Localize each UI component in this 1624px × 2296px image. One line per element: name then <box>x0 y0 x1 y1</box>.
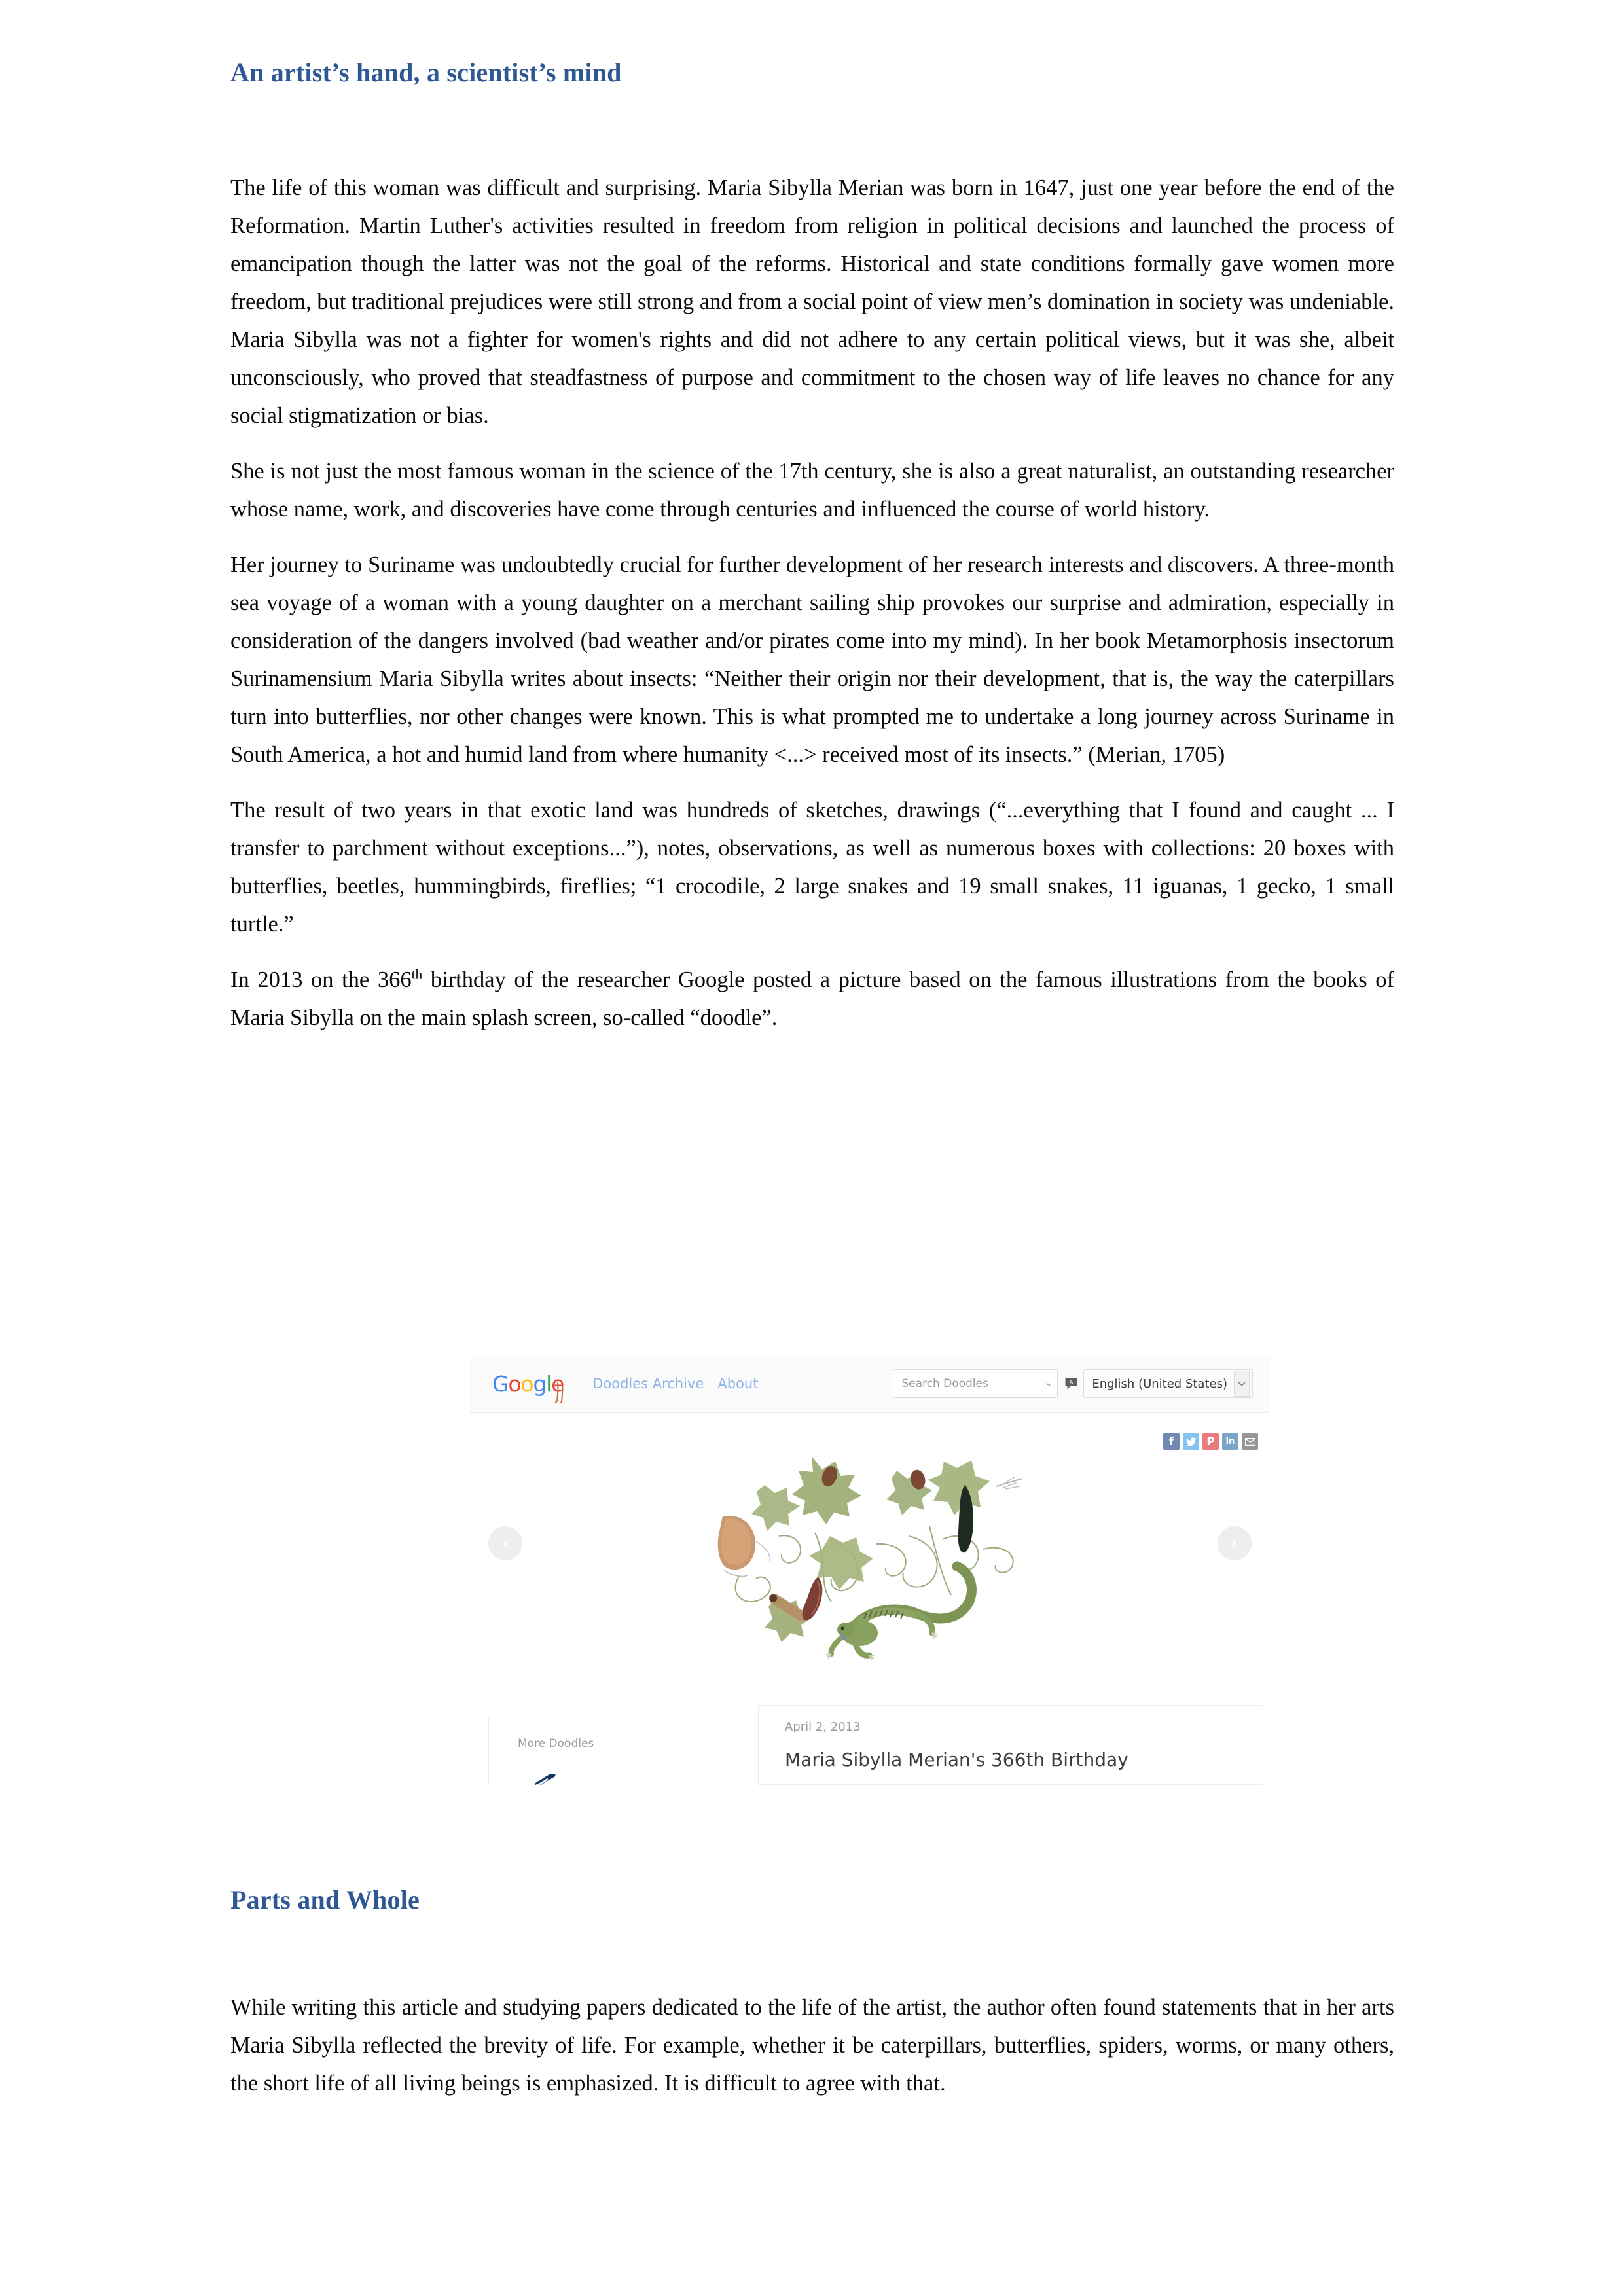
carousel-next-button[interactable] <box>1218 1526 1252 1560</box>
butterfly <box>718 1516 770 1577</box>
chevron-right-icon <box>1230 1538 1239 1549</box>
section-heading-2-wrapper <box>230 1885 420 1915</box>
paragraph-text-before: In 2013 on the 366 <box>230 967 412 992</box>
nav-link-about[interactable]: About <box>717 1376 759 1391</box>
logo-letter-l: l <box>546 1371 552 1397</box>
dragonfly <box>996 1477 1022 1489</box>
more-doodles-label: More Doodles <box>518 1737 594 1750</box>
google-logo[interactable] <box>492 1373 564 1395</box>
twitter-icon[interactable] <box>1183 1433 1199 1450</box>
paragraph: While writing this article and studying papers dedicated to the life of the artist, the author often found statements that in her arts Maria Sibylla reflected the brevity of life. For example, whether it be caterpillars, butterflies, spiders, worms, or many others, the short life of all living beings is emphasized. It is difficult to agree with that. <box>230 1995 1394 2096</box>
language-select[interactable] <box>1083 1369 1253 1398</box>
chrysalis <box>801 1575 825 1623</box>
section-heading-parts-and-whole: Parts and Whole <box>230 1885 420 1914</box>
doodle-illustration[interactable] <box>700 1444 1057 1660</box>
doodle-legs-icon <box>554 1381 568 1403</box>
iguana <box>826 1566 971 1660</box>
doodle-site-nav <box>592 1376 758 1391</box>
paragraph: The life of this woman was difficult and surprising. Maria Sibylla Merian was born in 1647, just one year before the end of the Reformation. Martin Luther's activities resulted in freedom from religion in political decisions and launched the process of emancipation though the latter was not the goal of the reforms. Historical and state conditions formally gave women more freedom, but traditional prejudices were still strong and from a social point of view men’s domination in society was undeniable. Maria Sibylla was not a fighter for women's rights and did not adhere to any certain political views, but it was she, albeit unconsciously, who proved that steadfastness of purpose and commitment to the chosen way of life leaves no chance for any social stigmatization or bias. <box>230 175 1394 428</box>
language-select-value: English (United States) <box>1092 1376 1227 1391</box>
chevron-down-icon[interactable] <box>1234 1371 1250 1397</box>
paragraph: She is not just the most famous woman in the science of the 17th century, she is also a great naturalist, an outstanding researcher whose name, work, and discoveries have come through centuries and influenced the course of world history. <box>230 459 1394 522</box>
body-block-lower <box>230 1988 1394 2102</box>
logo-letter-o1: o <box>508 1371 521 1397</box>
chevron-left-icon <box>501 1538 510 1549</box>
paragraph-with-ordinal <box>230 961 1394 1037</box>
section-heading-1-wrapper <box>230 58 622 88</box>
search-icon[interactable] <box>1046 1377 1051 1390</box>
paragraph-text-after: birthday of the researcher Google posted a picture based on the famous illustrations from the books of Maria Sibylla on the main splash screen, so-called “doodle”. <box>230 967 1394 1030</box>
doodle-site-header <box>470 1355 1270 1413</box>
doodle-caption-panel <box>758 1705 1263 1785</box>
doodle-date: April 2, 2013 <box>785 1720 861 1734</box>
doodle-header-controls <box>893 1369 1253 1398</box>
email-icon[interactable] <box>1242 1433 1258 1450</box>
logo-letter-o2: o <box>520 1371 533 1397</box>
logo-letter-e: e <box>551 1371 564 1397</box>
body-block-upper <box>230 169 1394 1037</box>
doodle-thumbnail[interactable] <box>535 1774 557 1785</box>
google-doodle-screenshot <box>470 1336 1270 1785</box>
doodle-title: Maria Sibylla Merian's 366th Birthday <box>785 1749 1128 1770</box>
page-title: An artist’s hand, a scientist’s mind <box>230 58 622 87</box>
paragraph: Her journey to Suriname was undoubtedly crucial for further development of her research interests and discovers. A three-month sea voyage of a woman with a young daughter on a merchant sailing ship provokes our surprise and admiration, especially in consideration of the dangers involved (bad weather and/or pirates come into my mind). In her book Metamorphosis insectorum Surinamensium Maria Sibylla writes about insects: “Neither their origin nor their development, that is, the way the caterpillars turn into butterflies, nor other changes were known. This is what prompted me to undertake a long journey across Suriname in South America, a hot and humid land from where humanity <...> received most of its insects.” (Merian, 1705) <box>230 552 1394 767</box>
search-input[interactable] <box>900 1376 1046 1391</box>
language-controls <box>1064 1369 1253 1398</box>
facebook-icon[interactable]: f <box>1163 1433 1180 1450</box>
svg-text:A: A <box>1069 1379 1074 1386</box>
ordinal-suffix: th <box>411 966 423 982</box>
carousel-prev-button[interactable] <box>488 1526 522 1560</box>
translate-icon[interactable] <box>1064 1377 1078 1391</box>
nav-link-doodles-archive[interactable]: Doodles Archive <box>592 1376 704 1391</box>
logo-letter-g2: g <box>533 1371 547 1397</box>
pinterest-icon[interactable]: P <box>1202 1433 1219 1450</box>
linkedin-icon[interactable]: in <box>1222 1433 1238 1450</box>
paragraph: The result of two years in that exotic land was hundreds of sketches, drawings (“...everything that I found and caught ... I transfer to parchment without exceptions...”), notes, observations, as well as numerous boxes with collections: 20 boxes with butterflies, beetles, hummingbirds, fireflies; “1 crocodile, 2 large snakes and 19 small snakes, 11 iguanas, 1 gecko, 1 small turtle.” <box>230 798 1394 937</box>
logo-letter-g: G <box>492 1371 509 1397</box>
more-doodles-panel[interactable] <box>488 1717 758 1785</box>
social-share-bar <box>1163 1433 1258 1450</box>
search-box[interactable] <box>893 1369 1058 1398</box>
doodle-bottom-row <box>470 1705 1270 1785</box>
